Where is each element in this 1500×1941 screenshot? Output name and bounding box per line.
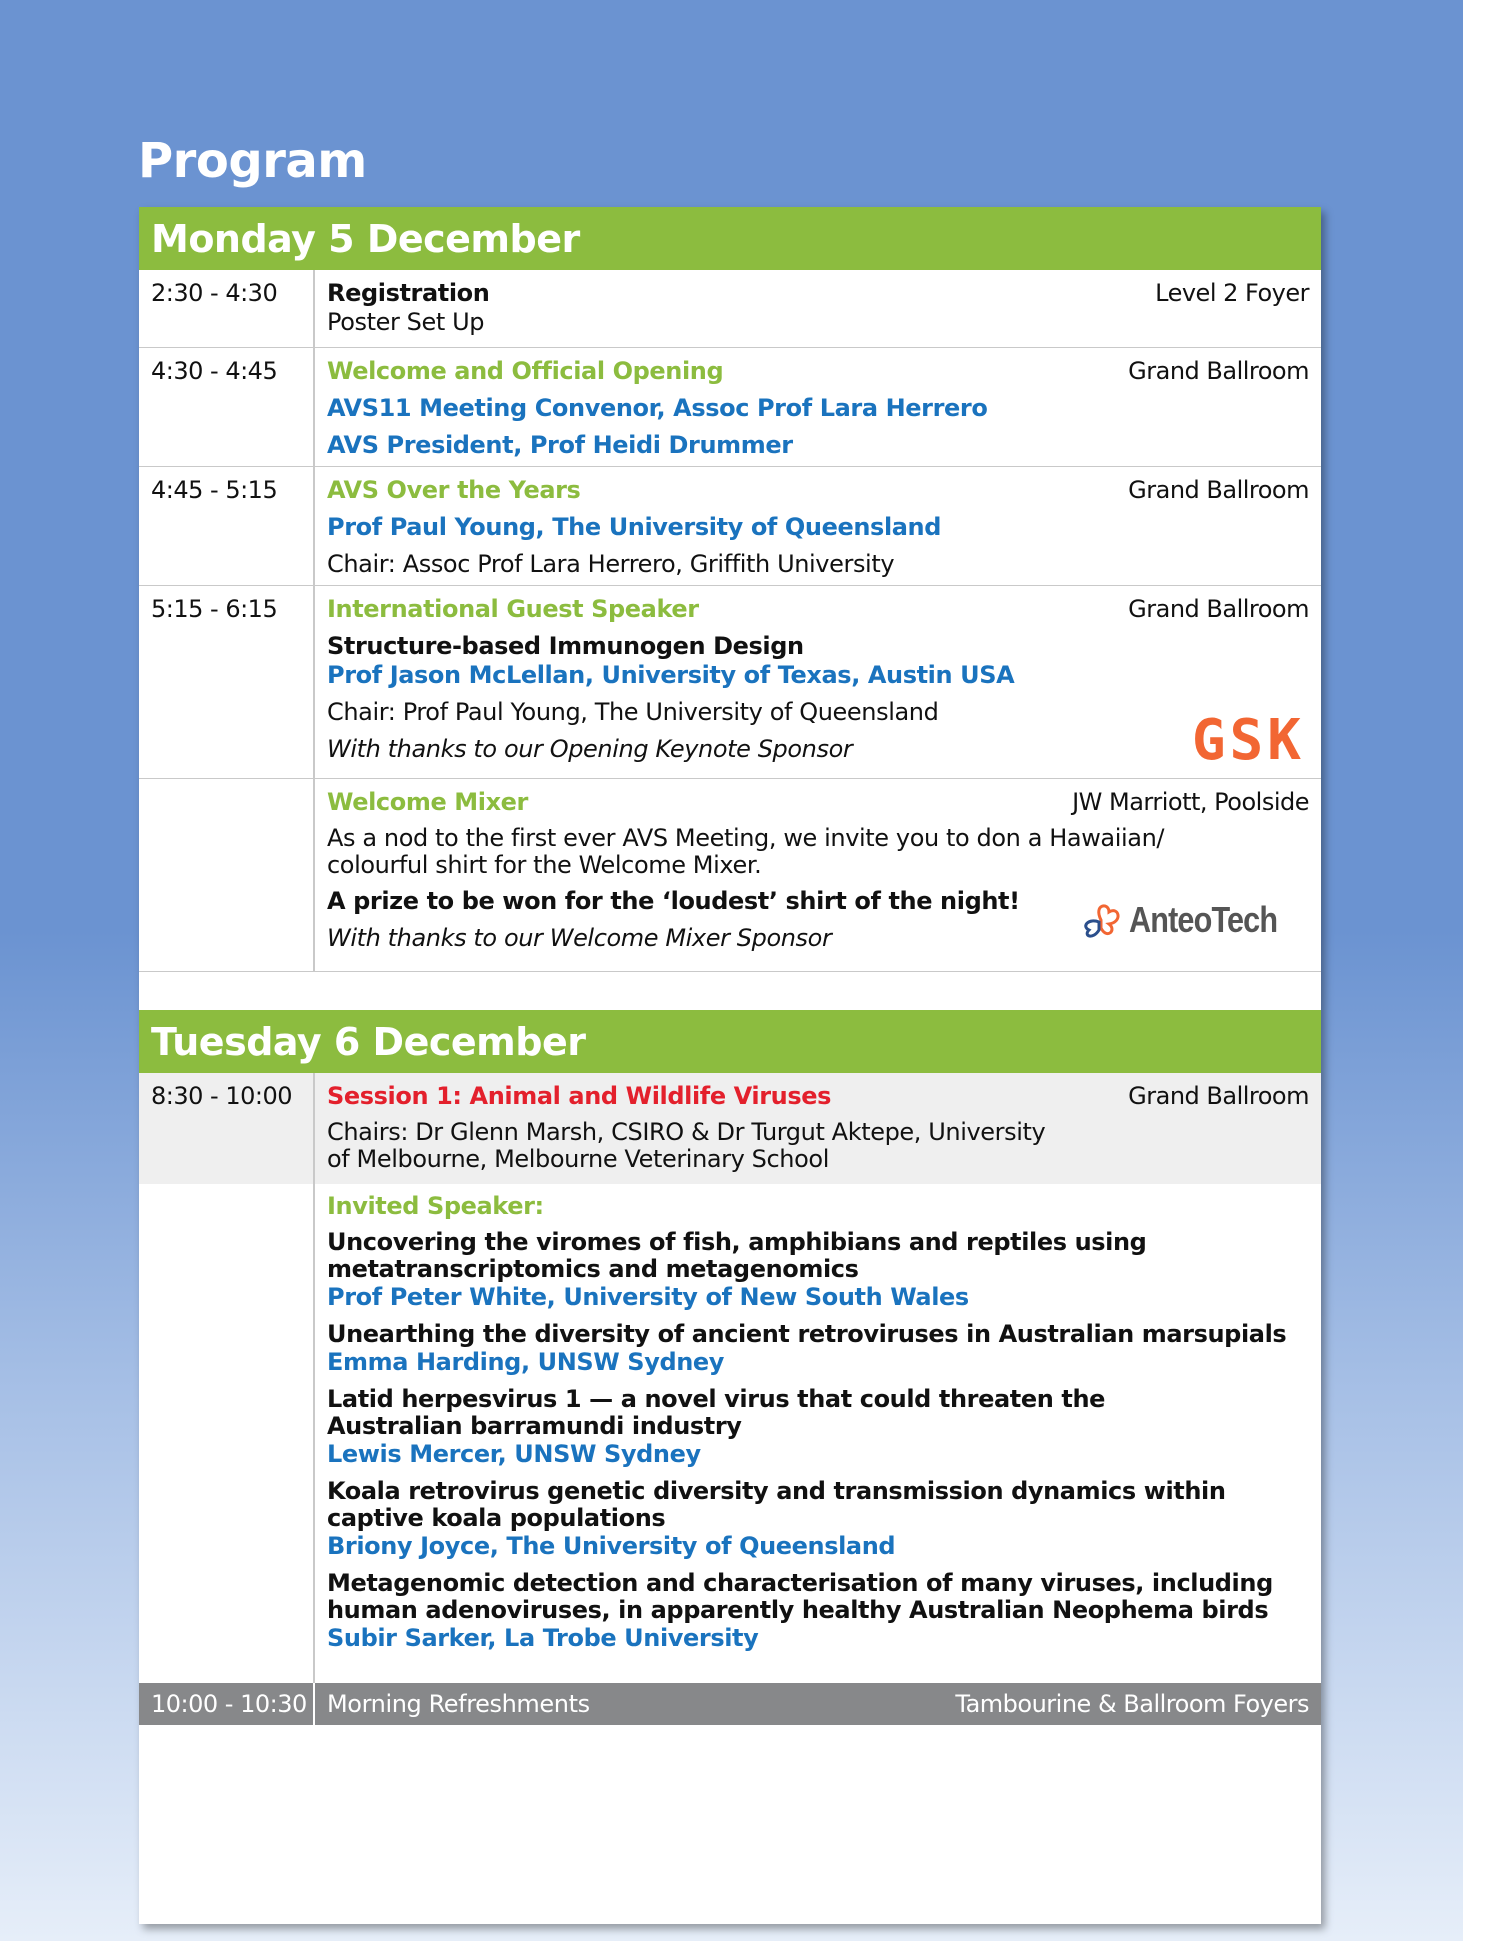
speaker-name: AVS11 Meeting Convenor, Assoc Prof Lara Herrero (327, 394, 988, 422)
speaker-name: Briony Joyce, The University of Queensland (327, 1532, 896, 1560)
session-description: As a nod to the first ever AVS Meeting, we invite you to don a Hawaiian/ colourful shirt for the Welcome Mixer. (327, 824, 1165, 879)
session-venue: JW Marriott, Poolside (1072, 788, 1309, 816)
session-chairs: Chairs: Dr Glenn Marsh, CSIRO & Dr Turgut Aktepe, University of Melbourne, Melbourne Veterinary School (327, 1118, 1046, 1173)
break-time: 10:00 - 10:30 (151, 1690, 307, 1718)
session-time: 2:30 - 4:30 (151, 279, 278, 307)
schedule-row (139, 586, 1321, 779)
speaker-name: Emma Harding, UNSW Sydney (327, 1348, 725, 1376)
talks-row (139, 1184, 1321, 1687)
session-subtitle: Poster Set Up (327, 308, 485, 336)
session-venue: Grand Ballroom (1128, 357, 1309, 385)
talk-title: Latid herpesvirus 1 — a novel virus that could threaten the Australian barramundi industry (327, 1385, 1106, 1440)
talk-title: Metagenomic detection and characterisation of many viruses, including human adenoviruses, in apparently healthy Australian Neophema birds (327, 1569, 1273, 1624)
gsk-logo: GSK (1191, 708, 1305, 773)
speaker-name: Subir Sarker, La Trobe University (327, 1624, 759, 1652)
session-venue: Grand Ballroom (1128, 476, 1309, 504)
break-row (139, 1683, 1321, 1725)
speaker-name: Prof Paul Young, The University of Queensland (327, 513, 942, 541)
schedule-row (139, 467, 1321, 586)
sponsor-note: With thanks to our Welcome Mixer Sponsor (327, 924, 832, 952)
anteotech-logo (1079, 899, 1303, 941)
speaker-name: Lewis Mercer, UNSW Sydney (327, 1440, 701, 1468)
session-time: 8:30 - 10:00 (151, 1082, 292, 1110)
day-header-monday: Monday 5 December (139, 207, 1321, 270)
talk-title: Unearthing the diversity of ancient retroviruses in Australian marsupials (327, 1320, 1287, 1348)
session-venue: Level 2 Foyer (1155, 279, 1309, 307)
talk-title: Structure-based Immunogen Design (327, 632, 804, 660)
schedule-row (139, 270, 1321, 348)
session-time: 5:15 - 6:15 (151, 595, 278, 623)
break-venue: Tambourine & Ballroom Foyers (955, 1690, 1309, 1718)
session-title: International Guest Speaker (327, 595, 699, 623)
talk-title: Koala retrovirus genetic diversity and transmission dynamics within captive koala populations (327, 1477, 1226, 1532)
session-venue: Grand Ballroom (1128, 595, 1309, 623)
sponsor-note: With thanks to our Opening Keynote Sponsor (327, 735, 853, 763)
session-time: 4:30 - 4:45 (151, 357, 278, 385)
session-venue: Grand Ballroom (1128, 1082, 1309, 1110)
butterfly-icon (1079, 900, 1123, 940)
session-title: AVS Over the Years (327, 476, 581, 504)
prize-note: A prize to be won for the ‘loudest’ shirt of the night! (327, 887, 1020, 915)
speaker-name: Prof Jason McLellan, University of Texas, Austin USA (327, 661, 1015, 689)
speaker-name: AVS President, Prof Heidi Drummer (327, 431, 793, 459)
schedule-row (139, 779, 1321, 972)
schedule-row (139, 348, 1321, 467)
page-title: Program (138, 133, 367, 189)
day-header-tuesday: Tuesday 6 December (139, 1010, 1321, 1073)
anteotech-wordmark: AnteoTech (1128, 899, 1277, 940)
talk-title: Uncovering the viromes of fish, amphibians and reptiles using metatranscriptomics and metagenomics (327, 1228, 1147, 1283)
session-chair: Chair: Assoc Prof Lara Herrero, Griffith University (327, 550, 895, 578)
session-title: Welcome Mixer (327, 788, 528, 816)
session-title: Session 1: Animal and Wildlife Viruses (327, 1082, 832, 1110)
session-title: Registration (327, 279, 490, 307)
break-label: Morning Refreshments (327, 1690, 590, 1718)
session-chair: Chair: Prof Paul Young, The University of Queensland (327, 698, 939, 726)
program-card (139, 207, 1321, 1924)
session-row (139, 1073, 1321, 1184)
speaker-name: Prof Peter White, University of New South Wales (327, 1283, 969, 1311)
session-title: Welcome and Official Opening (327, 357, 724, 385)
session-time: 4:45 - 5:15 (151, 476, 278, 504)
invited-speaker-label: Invited Speaker: (327, 1192, 544, 1220)
